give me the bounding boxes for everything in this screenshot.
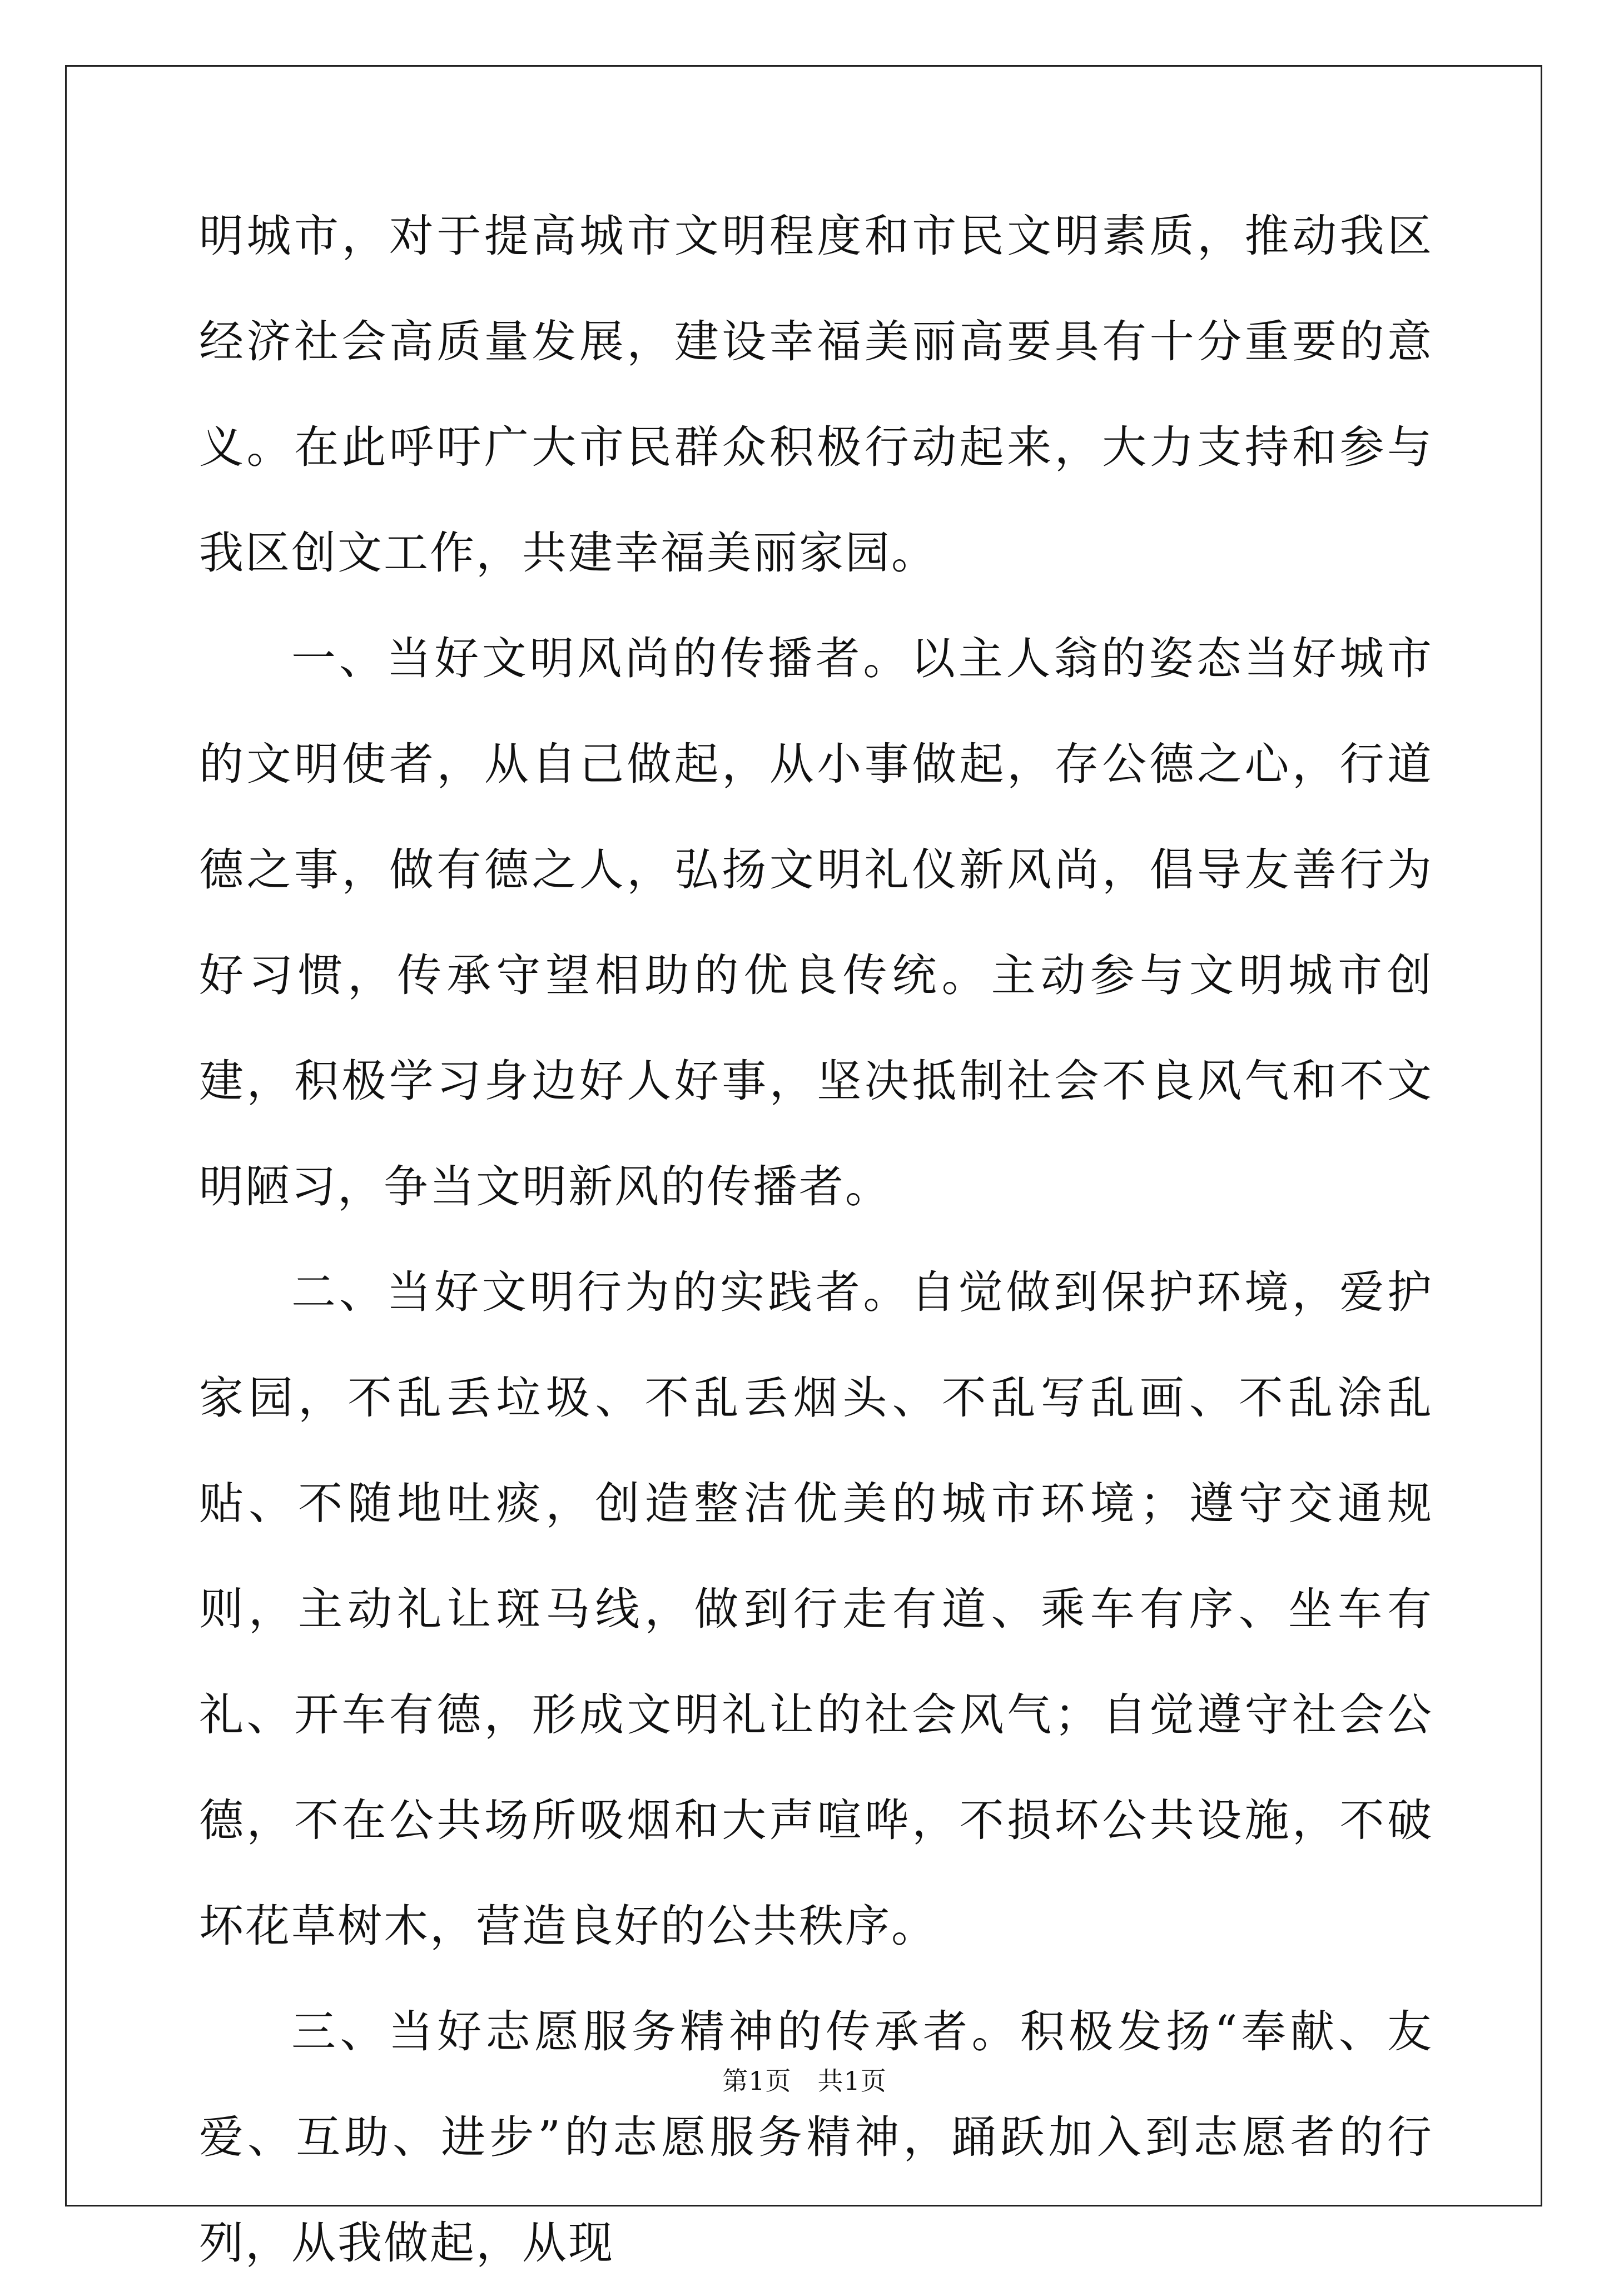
paragraph-item-2: 二、当好文明行为的实践者。自觉做到保护环境，爱护家园，不乱丢垃圾、不乱丢烟头、不乱写乱画、不乱涂乱贴、不随地吐痰，创造整洁优美的城市环境；遵守交通规则，主动礼让斑马线，做到行走有道、乘车有序、坐车有礼、开车有德，形成文明礼让的社会风气；自觉遵守社会公德，不在公共场所吸烟和大声喧哗，不损坏公共设施，不破坏花草树木，营造良好的公共秩序。 [199,1266,1433,1952]
page-footer: 第1页 共1页 [722,2066,887,2096]
paragraph-item-3: 三、当好志愿服务精神的传承者。积极发扬“奉献、友爱、互助、进步”的志愿服务精神，踊跃加入到志愿者的行列，从我做起，从现 [199,2006,1433,2269]
document-body [199,183,1433,2296]
paragraph-intro: 明城市，对于提高城市文明程度和市民文明素质，推动我区经济社会高质量发展，建设幸福美丽高要具有十分重要的意义。在此呼吁广大市民群众积极行动起来，大力支持和参与我区创文工作，共建幸福美丽家园。 [199,210,1433,579]
paragraph-item-1: 一、当好文明风尚的传播者。以主人翁的姿态当好城市的文明使者，从自己做起，从小事做起，存公德之心，行道德之事，做有德之人，弘扬文明礼仪新风尚，倡导友善行为好习惯，传承守望相助的优良传统。主动参与文明城市创建，积极学习身边好人好事，坚决抵制社会不良风气和不文明陋习，争当文明新风的传播者。 [199,633,1433,1212]
